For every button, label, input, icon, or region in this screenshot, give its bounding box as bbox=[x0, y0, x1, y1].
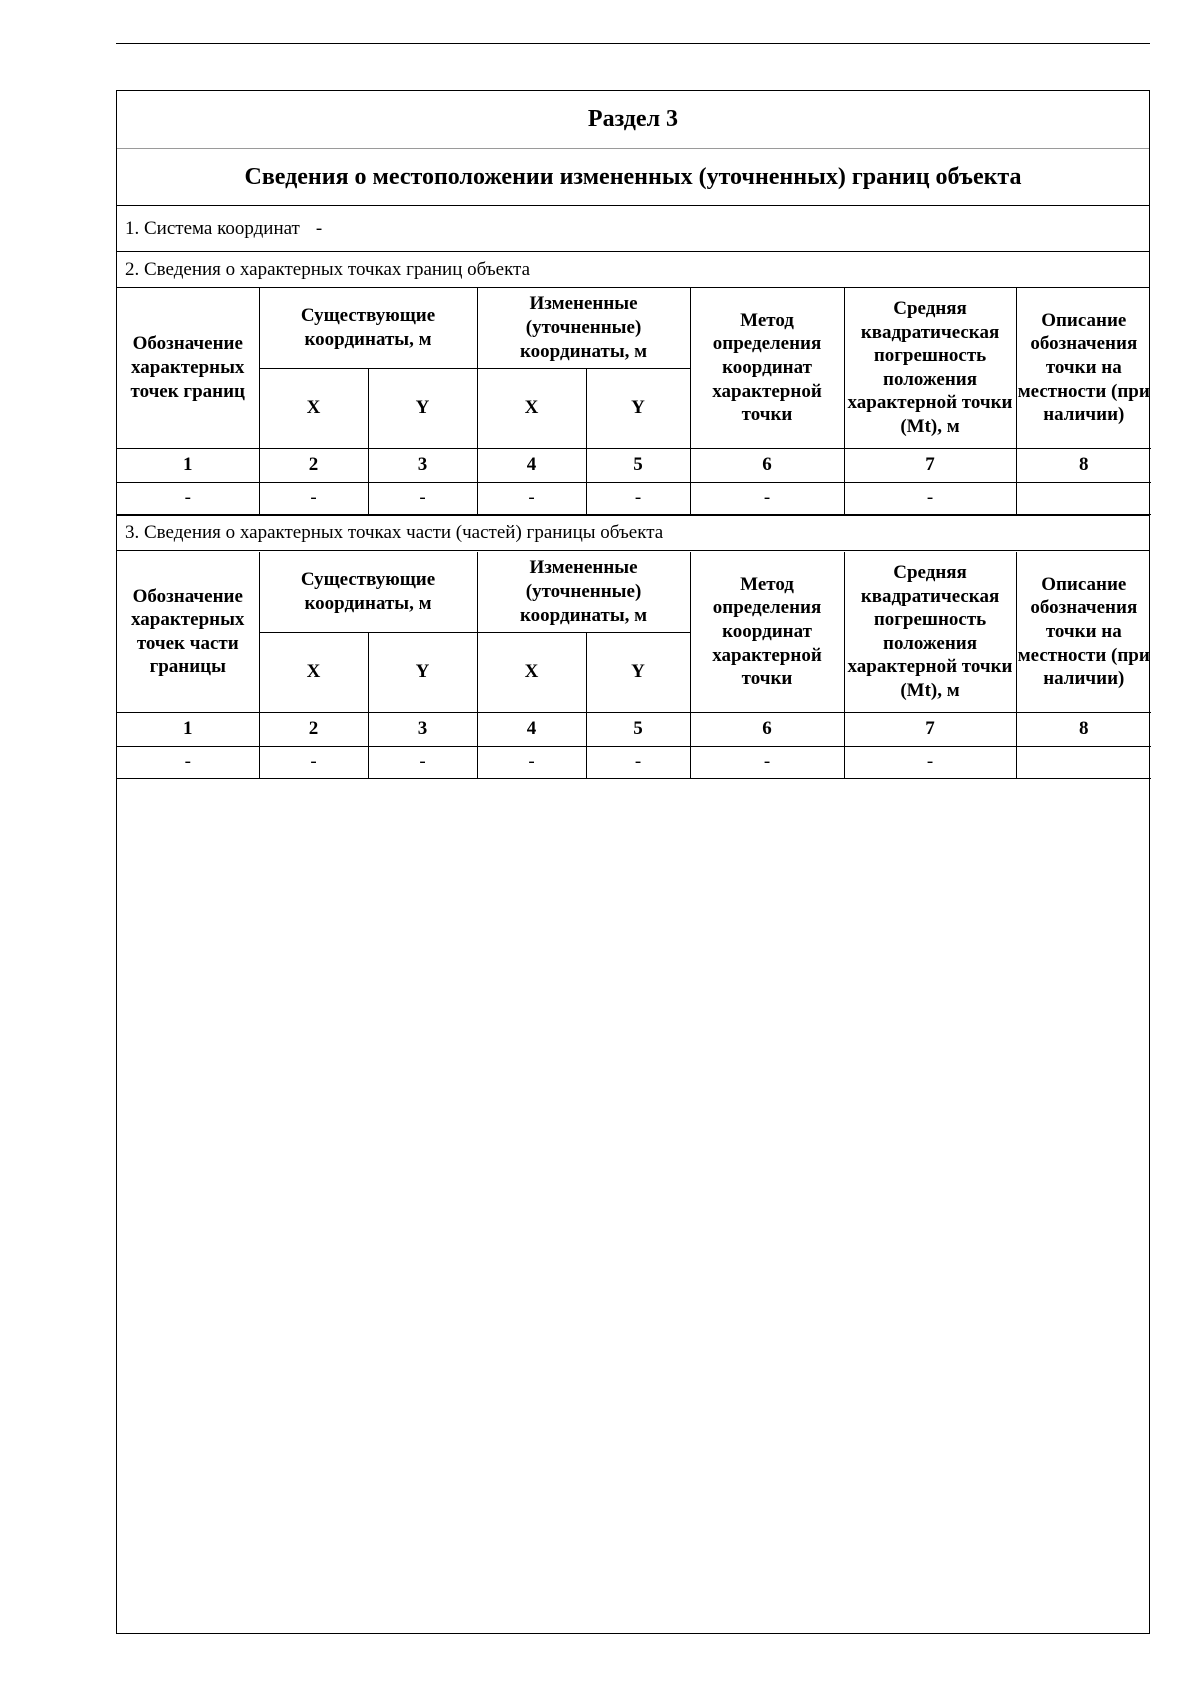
header-changed-coordinates: Измененные (уточненные) координаты, м bbox=[477, 288, 690, 368]
header-changed-x: X bbox=[477, 368, 586, 448]
points-table-heading: 2. Сведения о характерных точках границ объекта bbox=[117, 252, 1149, 288]
table-row bbox=[117, 482, 1151, 514]
table-cell: - bbox=[117, 746, 259, 778]
table-cell: - bbox=[690, 482, 844, 514]
column-number: 3 bbox=[368, 712, 477, 746]
column-numbers-row bbox=[117, 448, 1151, 482]
table-cell: - bbox=[690, 746, 844, 778]
section-number: Раздел 3 bbox=[587, 106, 679, 132]
section-title: Сведения о местоположении измененных (уточненных) границ объекта bbox=[117, 149, 1149, 206]
table-cell: - bbox=[477, 746, 586, 778]
column-number: 5 bbox=[586, 448, 690, 482]
column-number: 8 bbox=[1016, 712, 1151, 746]
column-number: 1 bbox=[117, 712, 259, 746]
table-cell bbox=[1016, 746, 1151, 778]
column-numbers-row bbox=[117, 712, 1151, 746]
column-number: 6 bbox=[690, 448, 844, 482]
table-cell bbox=[1016, 482, 1151, 514]
header-method: Метод определения координат характерной точки bbox=[690, 552, 844, 712]
column-number: 2 bbox=[259, 712, 368, 746]
table-cell: - bbox=[477, 482, 586, 514]
header-existing-y: Y bbox=[368, 368, 477, 448]
column-number: 4 bbox=[477, 448, 586, 482]
column-number: 7 bbox=[844, 712, 1016, 746]
column-number: 2 bbox=[259, 448, 368, 482]
table-cell: - bbox=[844, 746, 1016, 778]
top-rule bbox=[116, 43, 1150, 44]
column-number: 7 bbox=[844, 448, 1016, 482]
coordinate-system-label: 1. Система координат bbox=[125, 217, 300, 239]
column-number: 8 bbox=[1016, 448, 1151, 482]
table-cell: - bbox=[259, 482, 368, 514]
header-designation: Обозначение характерных точек части границы bbox=[117, 552, 259, 712]
header-existing-x: X bbox=[259, 368, 368, 448]
header-description: Описание обозначения точки на местности (при наличии) bbox=[1016, 288, 1151, 448]
header-existing-y: Y bbox=[368, 632, 477, 712]
table-cell: - bbox=[368, 746, 477, 778]
header-designation: Обозначение характерных точек границ bbox=[117, 288, 259, 448]
header-changed-y: Y bbox=[586, 368, 690, 448]
header-error: Средняя квадратическая погрешность положения характерной точки (Mt), м bbox=[844, 552, 1016, 712]
table-row bbox=[117, 746, 1151, 778]
table-cell: - bbox=[368, 482, 477, 514]
column-number: 4 bbox=[477, 712, 586, 746]
points-table bbox=[117, 288, 1151, 515]
header-existing-coordinates: Существующие координаты, м bbox=[259, 552, 477, 632]
coordinate-system-value: - bbox=[315, 217, 323, 239]
header-changed-coordinates: Измененные (уточненные) координаты, м bbox=[477, 552, 690, 632]
header-changed-y: Y bbox=[586, 632, 690, 712]
table-cell: - bbox=[117, 482, 259, 514]
header-error: Средняя квадратическая погрешность положения характерной точки (Mt), м bbox=[844, 288, 1016, 448]
header-description: Описание обозначения точки на местности (при наличии) bbox=[1016, 552, 1151, 712]
header-existing-coordinates: Существующие координаты, м bbox=[259, 288, 477, 368]
table-cell: - bbox=[844, 482, 1016, 514]
coordinate-system-row bbox=[117, 206, 1149, 252]
column-number: 5 bbox=[586, 712, 690, 746]
column-number: 6 bbox=[690, 712, 844, 746]
column-number: 3 bbox=[368, 448, 477, 482]
table-cell: - bbox=[586, 746, 690, 778]
column-number: 1 bbox=[117, 448, 259, 482]
table-cell: - bbox=[259, 746, 368, 778]
header-existing-x: X bbox=[259, 632, 368, 712]
document-frame bbox=[116, 90, 1150, 1634]
table-cell: - bbox=[586, 482, 690, 514]
part-points-table-heading: 3. Сведения о характерных точках части (частей) границы объекта bbox=[117, 515, 1149, 551]
part-points-table bbox=[117, 552, 1151, 779]
header-changed-x: X bbox=[477, 632, 586, 712]
header-method: Метод определения координат характерной точки bbox=[690, 288, 844, 448]
